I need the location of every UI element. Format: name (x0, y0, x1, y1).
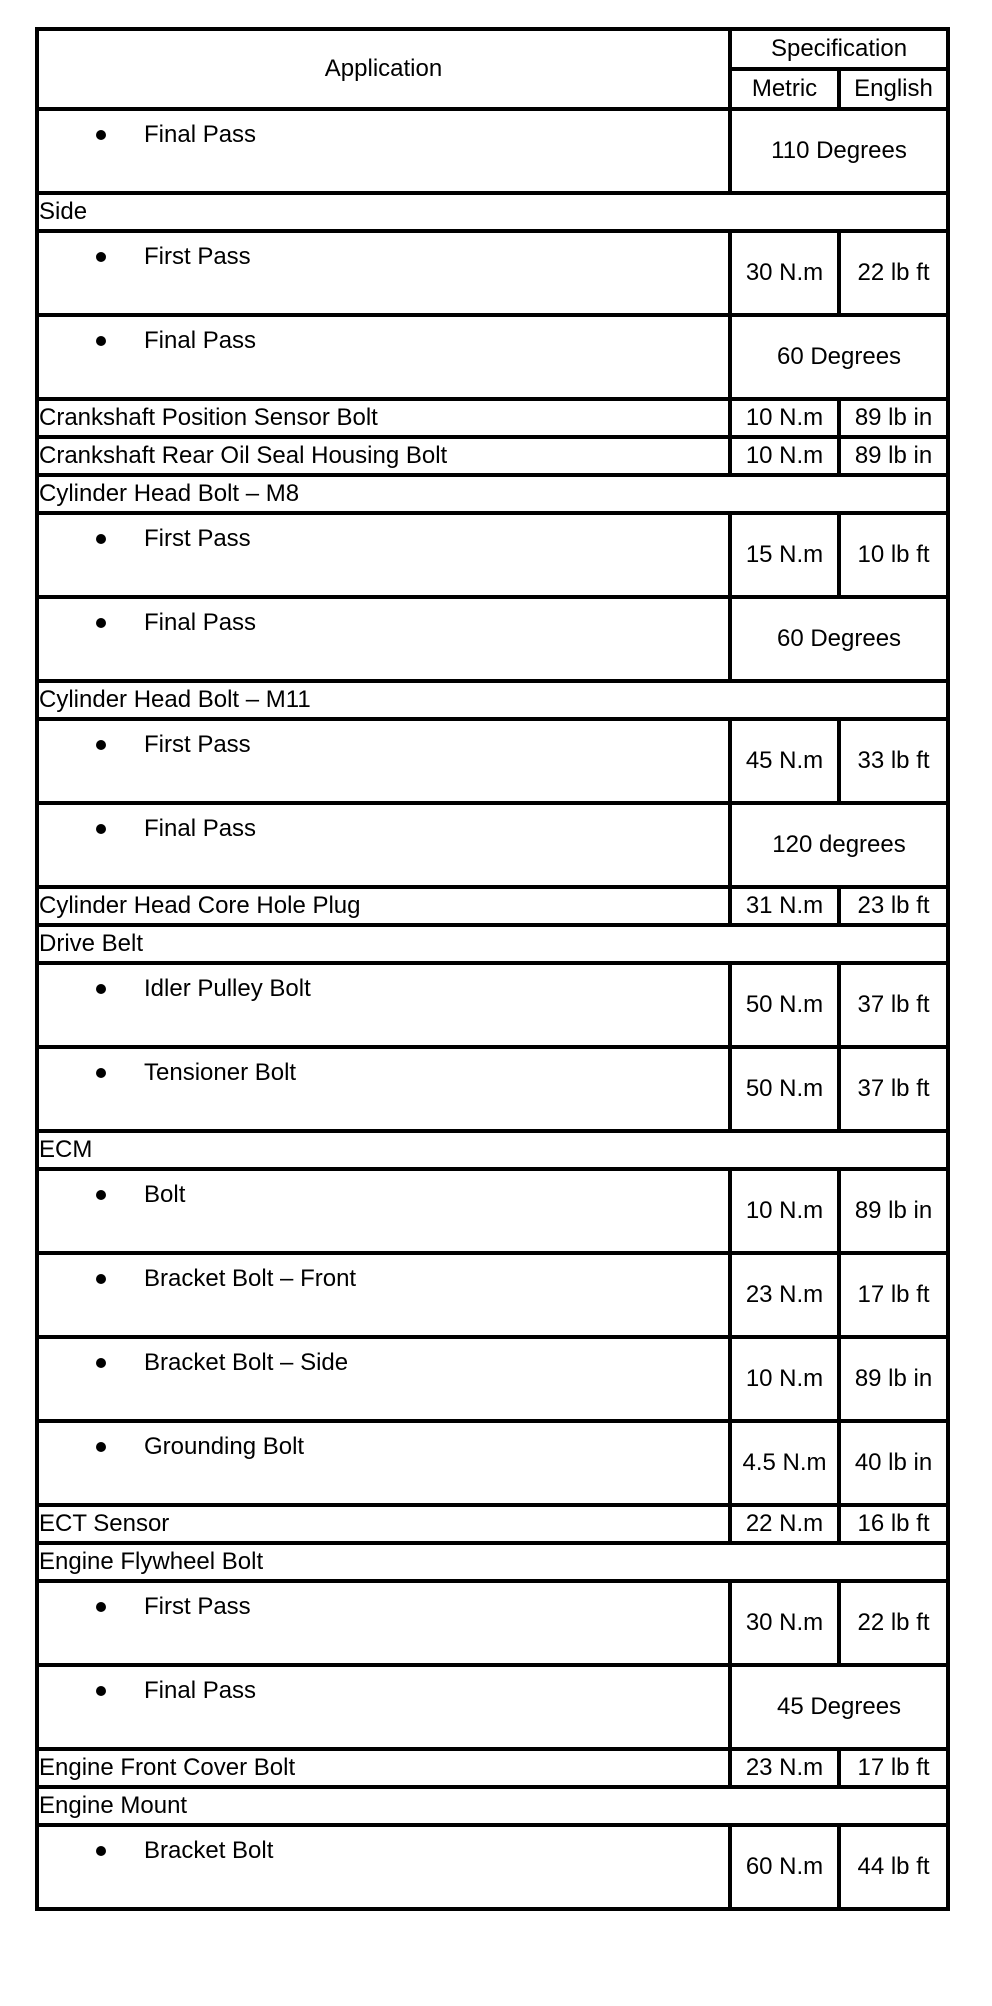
metric-value: 50 N.m (730, 963, 839, 1047)
table-row (37, 1825, 948, 1909)
sub-item-cell (37, 1047, 730, 1131)
combined-spec-value: 110 Degrees (730, 109, 948, 193)
table-row (37, 681, 948, 719)
sub-item-label: First Pass (144, 243, 251, 270)
sub-item-label: Bracket Bolt – Side (144, 1349, 349, 1376)
combined-spec-value: 60 Degrees (730, 597, 948, 681)
metric-value: 4.5 N.m (730, 1421, 839, 1505)
application-label: Crankshaft Position Sensor Bolt (37, 399, 730, 437)
metric-value: 10 N.m (730, 1169, 839, 1253)
header-english: English (839, 69, 948, 109)
group-label: Cylinder Head Bolt – M8 (37, 475, 948, 513)
table-row (37, 1337, 948, 1421)
sub-item-label: First Pass (144, 731, 251, 758)
bullet-icon (96, 1602, 106, 1612)
bullet-icon (96, 1846, 106, 1856)
table-row (37, 109, 948, 193)
header-metric: Metric (730, 69, 839, 109)
table-row (37, 1749, 948, 1787)
header-specification: Specification (730, 29, 948, 69)
table-row (37, 231, 948, 315)
metric-value: 50 N.m (730, 1047, 839, 1131)
sub-item-label: Grounding Bolt (144, 1433, 305, 1460)
group-label: Engine Mount (37, 1787, 948, 1825)
sub-item-cell (37, 1665, 730, 1749)
table-row (37, 1131, 948, 1169)
english-value: 37 lb ft (839, 1047, 948, 1131)
sub-item-cell (37, 231, 730, 315)
bullet-icon (96, 336, 106, 346)
bullet-icon (96, 1686, 106, 1696)
english-value: 22 lb ft (839, 231, 948, 315)
table-row (37, 963, 948, 1047)
english-value: 89 lb in (839, 399, 948, 437)
bullet-icon (96, 534, 106, 544)
table-row (37, 513, 948, 597)
table-row (37, 315, 948, 399)
table-row (37, 1047, 948, 1131)
metric-value: 31 N.m (730, 887, 839, 925)
sub-item-cell (37, 719, 730, 803)
sub-item-cell (37, 1169, 730, 1253)
table-row (37, 1787, 948, 1825)
bullet-icon (96, 984, 106, 994)
sub-item-cell (37, 963, 730, 1047)
bullet-icon (96, 1274, 106, 1284)
bullet-icon (96, 618, 106, 628)
sub-item-cell (37, 1421, 730, 1505)
application-label: Cylinder Head Core Hole Plug (37, 887, 730, 925)
bullet-icon (96, 740, 106, 750)
sub-item-cell (37, 1253, 730, 1337)
table-row (37, 399, 948, 437)
sub-item-label: Final Pass (144, 327, 257, 354)
sub-item-cell (37, 1581, 730, 1665)
table-row (37, 1665, 948, 1749)
bullet-icon (96, 1068, 106, 1078)
metric-value: 60 N.m (730, 1825, 839, 1909)
table-row (37, 1581, 948, 1665)
sub-item-cell (37, 1337, 730, 1421)
metric-value: 10 N.m (730, 437, 839, 475)
header-application: Application (37, 29, 730, 109)
sub-item-label: Final Pass (144, 121, 257, 148)
group-label: Side (37, 193, 948, 231)
table-row (37, 925, 948, 963)
sub-item-label: Bracket Bolt (144, 1837, 274, 1864)
bullet-icon (96, 1442, 106, 1452)
metric-value: 30 N.m (730, 1581, 839, 1665)
table-row (37, 803, 948, 887)
english-value: 89 lb in (839, 1337, 948, 1421)
table-row (37, 193, 948, 231)
english-value: 22 lb ft (839, 1581, 948, 1665)
metric-value: 23 N.m (730, 1749, 839, 1787)
group-label: Drive Belt (37, 925, 948, 963)
metric-value: 23 N.m (730, 1253, 839, 1337)
english-value: 40 lb in (839, 1421, 948, 1505)
sub-item-cell (37, 803, 730, 887)
combined-spec-value: 120 degrees (730, 803, 948, 887)
torque-spec-table (35, 27, 950, 1911)
bullet-icon (96, 1358, 106, 1368)
sub-item-label: Final Pass (144, 1677, 257, 1704)
sub-item-label: Bolt (144, 1181, 186, 1208)
sub-item-cell (37, 1825, 730, 1909)
sub-item-label: Bracket Bolt – Front (144, 1265, 357, 1292)
bullet-icon (96, 1190, 106, 1200)
english-value: 17 lb ft (839, 1749, 948, 1787)
sub-item-label: First Pass (144, 525, 251, 552)
table-body (37, 109, 948, 1909)
sub-item-label: Final Pass (144, 815, 257, 842)
sub-item-label: Idler Pulley Bolt (144, 975, 311, 1002)
sub-item-label: Final Pass (144, 609, 257, 636)
table-row (37, 1505, 948, 1543)
metric-value: 22 N.m (730, 1505, 839, 1543)
english-value: 44 lb ft (839, 1825, 948, 1909)
sub-item-label: Tensioner Bolt (144, 1059, 297, 1086)
application-label: ECT Sensor (37, 1505, 730, 1543)
table-row (37, 1543, 948, 1581)
group-label: ECM (37, 1131, 948, 1169)
metric-value: 30 N.m (730, 231, 839, 315)
table-row (37, 719, 948, 803)
bullet-icon (96, 252, 106, 262)
english-value: 10 lb ft (839, 513, 948, 597)
english-value: 17 lb ft (839, 1253, 948, 1337)
metric-value: 10 N.m (730, 399, 839, 437)
table-row (37, 475, 948, 513)
sub-item-label: First Pass (144, 1593, 251, 1620)
table-row (37, 597, 948, 681)
metric-value: 10 N.m (730, 1337, 839, 1421)
table-row (37, 1253, 948, 1337)
combined-spec-value: 60 Degrees (730, 315, 948, 399)
sub-item-cell (37, 597, 730, 681)
english-value: 33 lb ft (839, 719, 948, 803)
sub-item-cell (37, 109, 730, 193)
combined-spec-value: 45 Degrees (730, 1665, 948, 1749)
table-row (37, 1421, 948, 1505)
bullet-icon (96, 824, 106, 834)
sub-item-cell (37, 513, 730, 597)
application-label: Crankshaft Rear Oil Seal Housing Bolt (37, 437, 730, 475)
application-label: Engine Front Cover Bolt (37, 1749, 730, 1787)
table-row (37, 437, 948, 475)
group-label: Cylinder Head Bolt – M11 (37, 681, 948, 719)
english-value: 89 lb in (839, 1169, 948, 1253)
group-label: Engine Flywheel Bolt (37, 1543, 948, 1581)
metric-value: 45 N.m (730, 719, 839, 803)
english-value: 89 lb in (839, 437, 948, 475)
table-row (37, 1169, 948, 1253)
english-value: 23 lb ft (839, 887, 948, 925)
sub-item-cell (37, 315, 730, 399)
english-value: 37 lb ft (839, 963, 948, 1047)
bullet-icon (96, 130, 106, 140)
metric-value: 15 N.m (730, 513, 839, 597)
english-value: 16 lb ft (839, 1505, 948, 1543)
table-row (37, 887, 948, 925)
